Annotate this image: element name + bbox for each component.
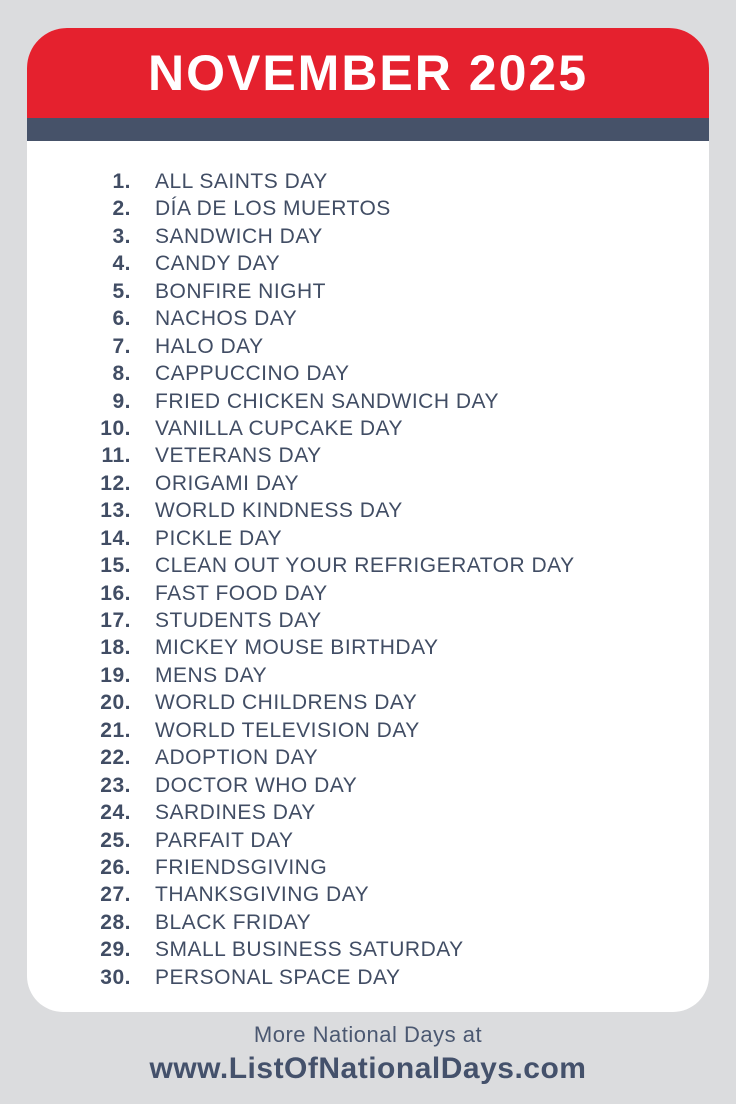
footer-tagline: More National Days at (253, 1022, 483, 1047)
day-row (27, 689, 709, 716)
day-row (27, 662, 709, 689)
day-row (27, 799, 709, 826)
day-row (27, 552, 709, 579)
day-number: 2. (112, 197, 131, 221)
day-name: SMALL BUSINESS SATURDAY (155, 938, 464, 962)
day-name: SANDWICH DAY (155, 224, 323, 248)
day-number: 24. (100, 801, 131, 825)
day-number: 28. (100, 910, 131, 934)
day-name: ADOPTION DAY (155, 746, 319, 770)
day-number: 14. (100, 526, 131, 550)
day-number: 30. (100, 965, 131, 989)
day-name: WORLD CHILDRENS DAY (155, 691, 418, 715)
day-number: 7. (112, 334, 131, 358)
day-row (27, 881, 709, 908)
day-row (27, 909, 709, 936)
month-banner (27, 28, 709, 118)
day-row (27, 250, 709, 277)
day-number: 27. (100, 883, 131, 907)
day-number: 1. (112, 170, 131, 193)
day-row (27, 305, 709, 332)
day-row (27, 936, 709, 963)
calendar-card (27, 28, 709, 1012)
day-row (27, 168, 709, 195)
day-row (27, 580, 709, 607)
day-row (27, 964, 709, 991)
day-number: 3. (112, 224, 131, 248)
month-title: NOVEMBER 2025 (147, 45, 589, 101)
day-number: 25. (100, 828, 131, 852)
day-row (27, 744, 709, 771)
day-row (27, 442, 709, 469)
day-row (27, 470, 709, 497)
day-name: THANKSGIVING DAY (155, 883, 370, 907)
day-number: 21. (100, 718, 131, 742)
day-number: 18. (100, 636, 131, 660)
day-number: 10. (100, 416, 131, 440)
day-number: 5. (112, 279, 131, 303)
day-name: STUDENTS DAY (155, 609, 322, 632)
day-row (27, 278, 709, 305)
day-name: BLACK FRIDAY (155, 910, 312, 934)
day-number: 6. (112, 307, 131, 331)
day-name: NACHOS DAY (155, 307, 298, 331)
day-name: PARFAIT DAY (155, 828, 294, 852)
day-row (27, 827, 709, 854)
day-row (27, 195, 709, 222)
day-name: HALO DAY (155, 334, 264, 358)
day-name: DOCTOR WHO DAY (155, 773, 358, 797)
day-name: BONFIRE NIGHT (155, 279, 327, 303)
day-row (27, 772, 709, 799)
day-row (27, 223, 709, 250)
day-number: 11. (101, 444, 131, 468)
day-row (27, 333, 709, 360)
day-number: 13. (100, 499, 131, 523)
day-name: SARDINES DAY (155, 801, 316, 825)
day-number: 12. (100, 471, 131, 495)
footer-url: www.ListOfNationalDays.com (149, 1052, 587, 1085)
day-number: 22. (100, 746, 131, 770)
day-row (27, 388, 709, 415)
day-name: VANILLA CUPCAKE DAY (155, 416, 403, 440)
day-name: FRIED CHICKEN SANDWICH DAY (155, 389, 499, 413)
day-name: CANDY DAY (155, 252, 281, 276)
day-number: 23. (100, 773, 131, 797)
day-number: 4. (112, 252, 131, 276)
day-name: WORLD KINDNESS DAY (155, 499, 403, 523)
day-name: WORLD TELEVISION DAY (155, 718, 420, 742)
day-name: CLEAN OUT YOUR REFRIGERATOR DAY (155, 554, 575, 578)
day-name: MICKEY MOUSE BIRTHDAY (155, 636, 439, 660)
day-name: ALL SAINTS DAY (155, 170, 328, 193)
day-row (27, 525, 709, 552)
day-number: 15. (100, 554, 131, 578)
day-name: DÍA DE LOS MUERTOS (155, 197, 391, 221)
day-name: ORIGAMI DAY (155, 471, 299, 495)
footer (0, 1022, 736, 1086)
day-row (27, 607, 709, 634)
day-row (27, 415, 709, 442)
day-number: 20. (100, 691, 131, 715)
national-days-list (27, 141, 709, 991)
day-row (27, 634, 709, 661)
day-number: 16. (100, 581, 131, 605)
day-number: 9. (112, 389, 131, 413)
day-name: CAPPUCCINO DAY (155, 362, 350, 386)
day-row (27, 497, 709, 524)
day-name: FRIENDSGIVING (155, 855, 328, 879)
day-number: 26. (100, 855, 131, 879)
day-number: 29. (100, 938, 131, 962)
day-name: PERSONAL SPACE DAY (155, 965, 401, 989)
day-name: VETERANS DAY (155, 444, 322, 468)
day-row (27, 717, 709, 744)
header-stripe (27, 118, 709, 141)
day-name: PICKLE DAY (155, 526, 283, 550)
day-name: MENS DAY (155, 663, 268, 687)
day-number: 17. (100, 609, 131, 632)
day-row (27, 360, 709, 387)
day-row (27, 854, 709, 881)
day-name: FAST FOOD DAY (155, 581, 328, 605)
day-number: 8. (112, 362, 131, 386)
day-number: 19. (100, 663, 131, 687)
